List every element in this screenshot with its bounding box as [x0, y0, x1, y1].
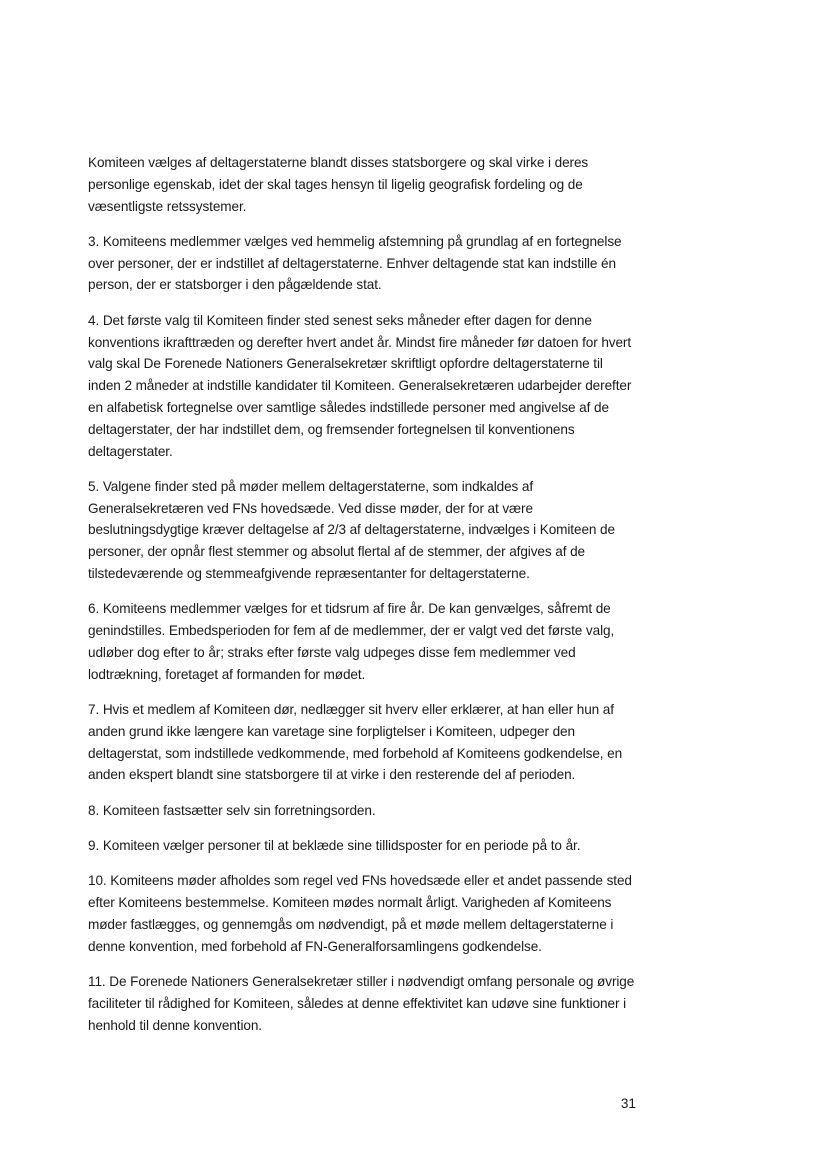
paragraph-4: 4. Det første valg til Komiteen finder sted senest seks måneder efter dagen for denne konventions ikrafttræden og derefter hvert andet år. Mindst fire måneder før datoen for hvert valg skal De Forenede Nationers Generalsekretær skriftligt opfordre deltagerstaterne til inden 2 måneder at indstille kandidater til Komiteen. Generalsekretæren udarbejder derefter en alfabetisk fortegnelse over samtlige således indstillede personer med angivelse af de deltagerstater, der har indstillet dem, og fremsender fortegnelsen til konventionens deltagerstater. [88, 312, 632, 459]
paragraph-8: 8. Komiteen fastsætter selv sin forretningsorden. [88, 802, 376, 818]
page-number: 31 [620, 1096, 636, 1111]
paragraph-3: 3. Komiteens medlemmer vælges ved hemmelig afstemning på grundlag af en fortegnelse over personer, der er indstillet af deltagerstaterne. Enhver deltagende stat kan indstille én person, der er statsborger i den pågældende stat. [88, 233, 622, 293]
document-body [88, 152, 636, 1050]
paragraph-9: 9. Komiteen vælger personer til at beklæde sine tillidsposter for en periode på to år. [88, 838, 581, 854]
paragraph-5: 5. Valgene finder sted på møder mellem deltagerstaterne, som indkaldes af Generalsekretæren ved FNs hovedsæde. Ved disse møder, der for at være beslutningsdygtige kræver deltagelse af 2/3 af deltagerstaterne, indvælges i Komiteen de personer, der opnår flest stemmer og absolut flertal af de stemmer, der afgives af de tilstedeværende og stemmeafgivende repræsentanter for deltagerstaterne. [88, 478, 615, 582]
paragraph-6: 6. Komiteens medlemmer vælges for et tidsrum af fire år. De kan genvælges, såfremt de genindstilles. Embedsperioden for fem af de medlemmer, der er valgt ved det første valg, udløber dog efter to år; straks efter første valg udpeges disse fem medlemmer ved lodtrækning, foretaget af formanden for mødet. [88, 601, 615, 682]
paragraph-11: 11. De Forenede Nationers Generalsekretær stiller i nødvendigt omfang personale og øvrige faciliteter til rådighed for Komiteen, således at denne effektivitet kan udøve sine funktioner i henhold til denne konvention. [88, 974, 635, 1033]
paragraph-7: 7. Hvis et medlem af Komiteen dør, nedlægger sit hverv eller erklærer, at han eller hun af anden grund ikke længere kan varetage sine forpligtelser i Komiteen, udpeger den deltagerstat, som indstillede vedkommende, med forbehold af Komiteens godkendelse, en anden ekspert blandt sine statsborgere til at virke i den resterende del af perioden. [88, 702, 623, 783]
paragraph-10: 10. Komiteens møder afholdes som regel ved FNs hovedsæde eller et andet passende sted efter Komiteens bestemmelse. Komiteen mødes normalt årligt. Varigheden af Komiteens møder fastlægges, og gennemgås om nødvendigt, på et møde mellem deltagerstaterne i denne konvention, med forbehold af FN-Generalforsamlingens godkendelse. [88, 873, 632, 954]
paragraph-intro: Komiteen vælges af deltagerstaterne blandt disses statsborgere og skal virke i deres personlige egenskab, idet der skal tages hensyn til ligelig geografisk fordeling og de væsentligste retssystemer. [88, 155, 589, 214]
